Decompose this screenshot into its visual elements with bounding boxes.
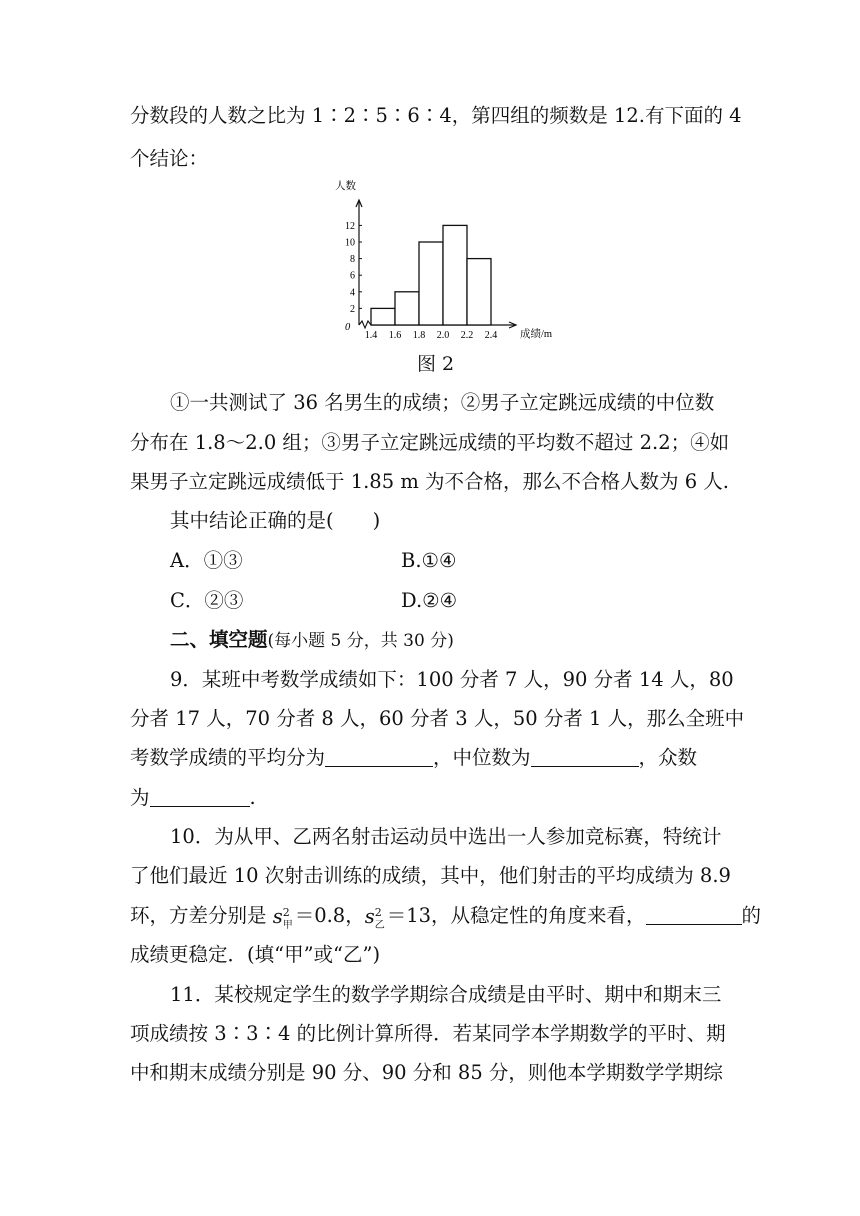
q11-line-2: 项成绩按 3∶3∶4 的比例计算所得．若某同学本学期数学的平时、期 — [130, 1022, 726, 1045]
section-heading — [170, 628, 454, 653]
option-a: A．①③ — [170, 549, 243, 572]
q10-value-yi: ＝13，从稳定性的角度来看， — [386, 904, 646, 927]
conclusions-line-2: 分布在 1.8～2.0 组；③男子立定跳远成绩的平均数不超过 2.2；④如 — [130, 431, 730, 454]
option-d: D.②④ — [401, 589, 458, 612]
origin-label: 0 — [345, 322, 351, 333]
conclusions-line-3: 果男子立定跳远成绩低于 1.85 m 为不合格，那么不合格人数为 6 人. — [130, 470, 730, 493]
y-tick-label: 12 — [345, 220, 355, 232]
q10-line-4: 成绩更稳定．(填“甲”或“乙”) — [130, 943, 381, 966]
q9-text-e: . — [249, 786, 256, 809]
option-b: B.①④ — [401, 549, 457, 572]
q10-text-a: 环，方差分别是 — [130, 904, 273, 927]
variance-symbol-yi: s 2 乙 — [364, 905, 385, 931]
section-note: (每小题 5 分，共 30 分) — [267, 631, 454, 651]
q10-line-1: 10．为从甲、乙两名射击运动员中选出一人参加竞标赛，特统计 — [170, 825, 722, 848]
y-tick-label: 10 — [345, 237, 355, 249]
intro-line-2: 个结论： — [130, 147, 209, 170]
q10-blank-answer[interactable] — [646, 906, 742, 925]
y-tick-label: 6 — [350, 270, 355, 282]
q9-blank-mean[interactable] — [325, 748, 433, 767]
x-tick-label: 2.4 — [484, 330, 498, 341]
x-axis-label: 成绩/m — [520, 329, 553, 340]
histogram-chart — [328, 172, 568, 348]
q9-blank-mode[interactable] — [150, 788, 250, 807]
y-tick-label: 8 — [350, 254, 355, 266]
q9-text-d: 为 — [130, 786, 150, 809]
q10-text-b: 的 — [741, 904, 762, 927]
variance-symbol-jia: s 2 甲 — [272, 905, 293, 931]
intro-line-1: 分数段的人数之比为 1∶2∶5∶6∶4，第四组的频数是 12.有下面的 4 — [130, 104, 742, 127]
section-title: 二、填空题 — [170, 628, 268, 651]
histogram-bar — [467, 259, 491, 325]
histogram-bar — [443, 225, 467, 325]
y-axis-label: 人数 — [335, 181, 356, 192]
x-tick-label: 1.4 — [364, 330, 378, 341]
q9-line-1: 9．某班中考数学成绩如下：100 分者 7 人，90 分者 14 人，80 — [170, 668, 734, 691]
q9-line-2: 分者 17 人，70 分者 8 人，60 分者 3 人，50 分者 1 人，那么全班中 — [130, 707, 745, 730]
q9-blank-median[interactable] — [531, 748, 639, 767]
q9-text-a: 考数学成绩的平均分为 — [130, 746, 326, 769]
q9-text-b: ，中位数为 — [433, 746, 531, 769]
q9-text-c: ，众数 — [638, 746, 698, 769]
y-tick-label: 2 — [350, 303, 355, 315]
figure-caption: 图 2 — [417, 353, 455, 375]
x-tick-label: 1.6 — [388, 330, 402, 341]
q10-line-2: 了他们最近 10 次射击训练的成绩，其中，他们射击的平均成绩为 8.9 — [130, 864, 731, 887]
q9-line-4 — [130, 786, 256, 810]
q10-line-3 — [130, 904, 762, 931]
q11-line-1: 11．某校规定学生的数学学期综合成绩是由平时、期中和期末三 — [170, 983, 722, 1006]
x-tick-label: 1.8 — [412, 330, 426, 341]
histogram-bar — [371, 308, 395, 325]
x-tick-label: 2.2 — [460, 330, 474, 341]
option-c: C．②③ — [170, 589, 244, 612]
histogram-bar — [395, 292, 419, 325]
q11-line-3: 中和期末成绩分别是 90 分、90 分和 85 分，则他本学期数学学期综 — [130, 1061, 723, 1084]
q10-value-jia: ＝0.8， — [294, 904, 365, 927]
x-axis-break — [359, 321, 371, 328]
x-tick-label: 2.0 — [436, 330, 450, 341]
conclusions-line-1: ①一共测试了 36 名男生的成绩；②男子立定跳远成绩的中位数 — [170, 391, 715, 414]
question-stem: 其中结论正确的是( ) — [170, 509, 381, 532]
y-tick-label: 4 — [350, 287, 355, 299]
q9-line-3 — [130, 746, 697, 770]
histogram-bar — [419, 242, 443, 325]
